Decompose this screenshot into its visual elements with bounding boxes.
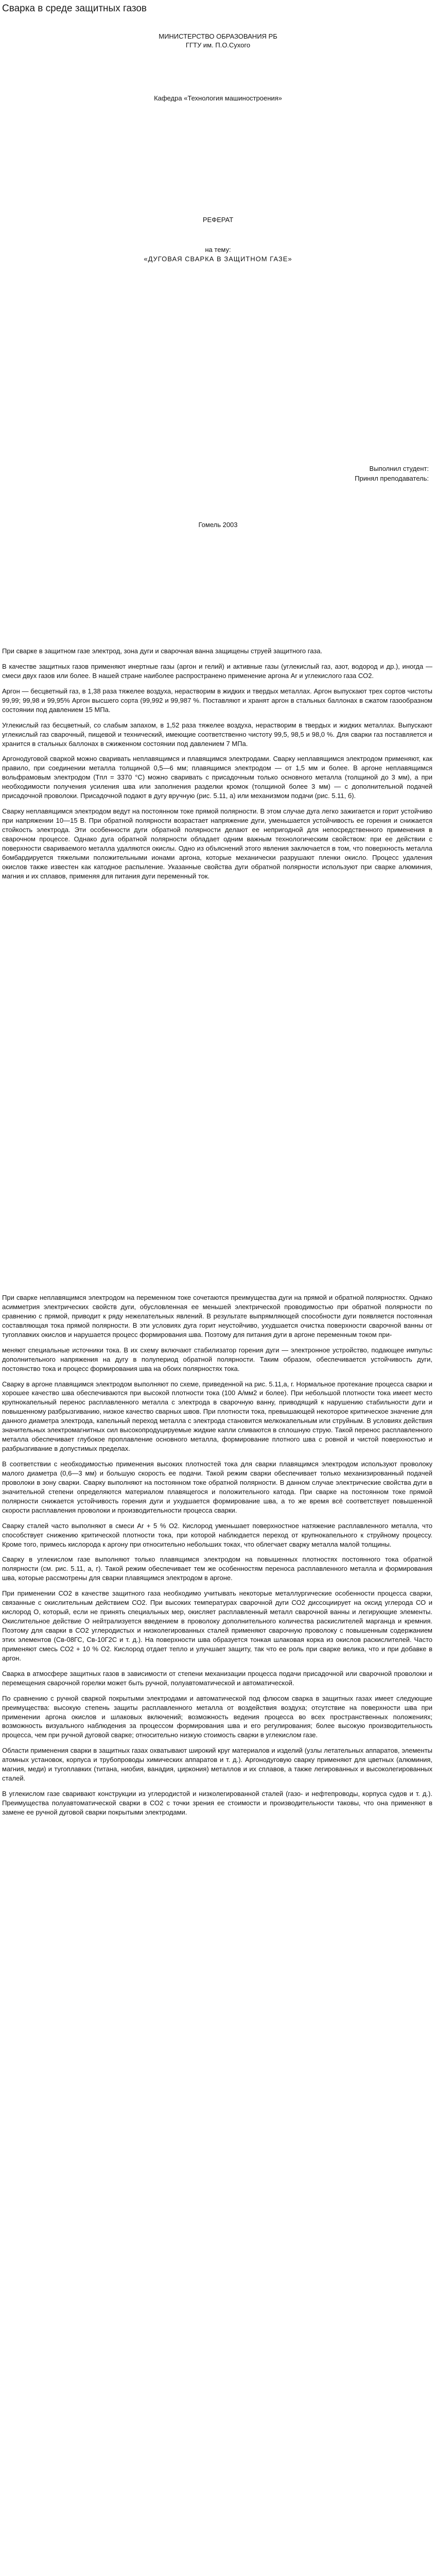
paragraph: Сварка в атмосфере защитных газов в зависимости от степени механизации процесса подачи присадочной или сварочной проволоки и перемещения сварочной горелки может быть ручной, полуавтоматической и автоматической.: [2, 1669, 432, 1687]
paragraph: Сварку в углекислом газе выполняют только плавящимся электродом на повышенных плотностях постоянного тока обратной полярности (см. рис. 5.11, а, г). Такой режим обеспечивает тем же особенностям переноса расплавленного металла и формирования шва, которые рассмотрены для сварки плавящимся электродом в аргоне.: [2, 1555, 432, 1582]
university-name: ГГТУ им. П.О.Сухого: [185, 41, 251, 49]
paragraph: В соответствии с необходимостью применения высоких плотностей тока для сварки плавящимся электродом используют проволоку малого диаметра (0,6—3 мм) и большую скорость ее подачи. Такой режим сварки обеспечивает только механизированный подачей проволоки в зону сварки. Сварку выполняют на постоянном токе обратной полярности. В данном случае электрические свойства дуги в значительной степени определяются материалом плавящегося и положительного катода. При сварке на постоянном токе прямой полярности снижается устойчивость горения дуги и ухудшается формирование шва, а то же время всё соответствует повышенной скорости расплавления проволоки и производительности процесса сварки.: [2, 1460, 432, 1514]
paragraph: Аргон — бесцветный газ, в 1,38 раза тяжелее воздуха, нерастворим в жидких и твердых металлах. Аргон выпускают трех сортов чистоты 99,99; 99,98 и 99,95% Аргон высшего сорта (99,992 и 99,987 %. Поставляют и хранят аргон в стальных баллонах в сжатом газообразном состоянии под давлением 15 МПа.: [2, 687, 432, 714]
body-text-part1: [2, 647, 432, 887]
theme-label: на тему:: [205, 246, 231, 253]
page-title: Сварка в среде защитных газов: [2, 3, 147, 14]
theme-title: «ДУГОВАЯ СВАРКА В ЗАЩИТНОМ ГАЗЕ»: [144, 255, 292, 263]
paragraph: При применении СО2 в качестве защитного газа необходимо учитывать некоторые металлургические особенности процесса сварки, связанные с окислительным действием СО2. При высоких температурах сварочной дуги СО2 диссоциирует на оксид углерода СО и кислород О, который, если не принять специальных мер, окисляет расплавленный металл сварочной ванны и легирующие элементы. Окислительное действие О нейтрализуется введением в проволоку дополнительного количества раскислителей марганца и кремния. Поэтому для сварки в СО2 углеродистых и низколегированных сталей применяют сварочную проволоку с повышенным содержанием этих элементов (Св-08ГС, Св-10Г2С и т. д.). На поверхности шва образуется тонкая шлаковая корка из окислов раскислителей. Часто применяют смесь СО2 + 10 % О2. Кислород отдает тепло и улучшает защиту, так что ее роль при сварке велика, что и при добавке в аргон.: [2, 1589, 432, 1662]
paragraph: В углекислом газе сваривают конструкции из углеродистой и низколегированной сталей (газо- и нефтепроводы, корпуса судов и т. д.). Преимущества полуавтоматической сварки в СО2 с точки зрения ее стоимости и производительности таковы, что она применяют в замене ее ручной дуговой сварки покрытыми электродами.: [2, 1790, 432, 1816]
paragraph: Углекислый газ бесцветный, со слабым запахом, в 1,52 раза тяжелее воздуха, нерастворим в твердых и жидких металлах. Выпускают углекислый газ сварочный, пищевой и технический, имеющие соответственно чистоту 99,5, 98,5 и 98,0 %. Для сварки газ поставляется и хранится в стальных баллонах в сжиженном состоянии под давлением 7 МПа.: [2, 721, 432, 748]
paragraph: По сравнению с ручной сваркой покрытыми электродами и автоматической под флюсом сварка в защитных газах имеет следующие преимущества: высокую степень защиты расплавленного металла от воздействия воздуха; отсутствие на поверхности шва при применении аргона окислов и шлаковых включений; возможность ведения процесса во всех пространственных положениях; возможность визуального наблюдения за процессом формирования шва и его регулирования; более высокую производительность процесса, чем при ручной дуговой сварке; относительно низкую стоимость сварки в углекислом газе.: [2, 1694, 432, 1739]
document-type: РЕФЕРАТ: [202, 216, 234, 224]
paragraph: При сварке в защитном газе электрод, зона дуги и сварочная ванна защищены струей защитного газа.: [2, 647, 323, 655]
city-year: Гомель 2003: [198, 521, 238, 529]
department-name: Кафедра «Технология машиностроения»: [154, 94, 282, 102]
body-text-part2: [2, 1293, 432, 1823]
performed-by-label: Выполнил студент:: [369, 465, 429, 472]
paragraph: меняют специальные источники тока. В их схему включают стабилизатор горения дуги — электронное устройство, подающее импульс дополнительного напряжения на дугу в полупериод обратной полярности. Таким образом, обеспечивается устойчивость дуги, постоянство тока и процесс формирования шва на обоих полярностях тока.: [2, 1346, 432, 1372]
accepted-by-label: Принял преподаватель:: [355, 474, 429, 482]
paragraph: Сварку неплавящимся электродом ведут на постоянном токе прямой полярности. В этом случае дуга легко зажигается и горит устойчиво при напряжении 10—15 В. При обратной полярности возрастает напряжение дуги, уменьшается устойчивость ее горения и снижается стойкость электрода. Эти особенности дуги обратной полярности делают ее непригодной для непосредственного применения в сварочном процессе. Однако дуга обратной полярности обладает одним важным технологическим свойством: при ее действии с поверхности свариваемого металла удаляются окислы. Одно из объяснений этого явления заключается в том, что поверхность металла бомбардируется тяжелыми положительными ионами аргона, которые механически разрушают пленки окисло. Процесс удаления окислов также известен как катодное распыление. Указанные свойства дуги обратной полярности используют при сварке алюминия, магния и их сплавов, применяя для питания дуги переменный ток.: [2, 807, 432, 880]
paragraph: Сварку сталей часто выполняют в смеси Ar + 5 % О2. Кислород уменьшает поверхностное натяжение расплавленного металла, что способствует снижению критической плотности тока, при которой наблюдается переход от крупнокапельного к струйному процессу. Кроме того, примесь кислорода к аргону при относительно небольших токах, что облегчает сварку металла малой толщины.: [2, 1521, 432, 1548]
paragraph: В качестве защитных газов применяют инертные газы (аргон и гелий) и активные газы (углекислый газ, азот, водород и др.), иногда — смеси двух газов или более. В нашей стране наиболее распространено применение аргона Ar и углекислого газа СО2.: [2, 662, 432, 680]
paragraph: Аргонодуговой сваркой можно сваривать неплавящимся и плавящимся электродами. Сварку неплавящимся электродом применяют, как правило, при соединении металла толщиной 0,5—6 мм; плавящимся электродом — от 1,5 мм и более. В аргоне неплавящимся вольфрамовым электродом (Tпл = 3370 °С) можно сваривать с присадочным только основного металла (толщиной до 3 мм), а при необходимости получения усиления шва или заполнения разделки кромок (толщиной более 3 мм) — с дополнительной подачей присадочной проволоки. Присадочной подают в дугу вручную (рис. 5.11, а) или механизмом подачи (рис. 5.11, б).: [2, 755, 432, 800]
paragraph: Области применения сварки в защитных газах охватывают широкий круг материалов и изделий (узлы летательных аппаратов, элементы атомных установок, корпуса и трубопроводы химических аппаратов и т. д.). Аргонодуговую сварку применяют для цветных (алюминия, магния, меди) и тугоплавких (титана, ниобия, ванадия, циркония) металлов и их сплавов, а также легированных и высоколегированных сталей.: [2, 1747, 432, 1783]
paragraph: При сварке неплавящимся электродом на переменном токе сочетаются преимущества дуги на прямой и обратной полярностях. Однако асимметрия электрических свойств дуги, обусловленная ее меньшей электрической проводимостью при обратной полярности по сравнению с прямой, приводит к ряду нежелательных явлений. В результате выпрямляющей способности дуги появляется постоянная составляющая тока прямой полярности. В эти условиях дуга горит неустойчиво, ухудшается очистка поверхности сварочной ванны от тугоплавких окислов и нарушается процесс формирования шва. Поэтому для питания дуги в аргоне переменным током при-: [2, 1294, 432, 1338]
paragraph: Сварку в аргоне плавящимся электродом выполняют по схеме, приведенной на рис. 5.11,а, г. Нормальное протекание процесса сварки и хорошее качество шва обеспечиваются при высокой плотности тока (100 А/мм2 и более). При небольшой плотности тока имеет место крупнокапельный перенос расплавленного металла с электрода в сварочную ванну, приводящий к нарушению стабильности дуги и повышенному разбрызгиванию, низкое качество сварных швов. При плотности тока, превышающей некоторое критическое значение для данного диаметра электрода, капельный переход металла с электрода становится мелкокапельным или струйным. В условиях действия значительных электромагнитных сил высокопродуцируемые жидкие капли сливаются в сплошную струю. Такой перенос расплавленного металла обеспечивает глубокое проплавление основного металла, формирование плотного шва с ровной и чистой поверхностью и разбрызгивание в допустимых пределах.: [2, 1380, 432, 1453]
ministry-name: МИНИСТЕРСТВО ОБРАЗОВАНИЯ РБ: [159, 32, 277, 40]
